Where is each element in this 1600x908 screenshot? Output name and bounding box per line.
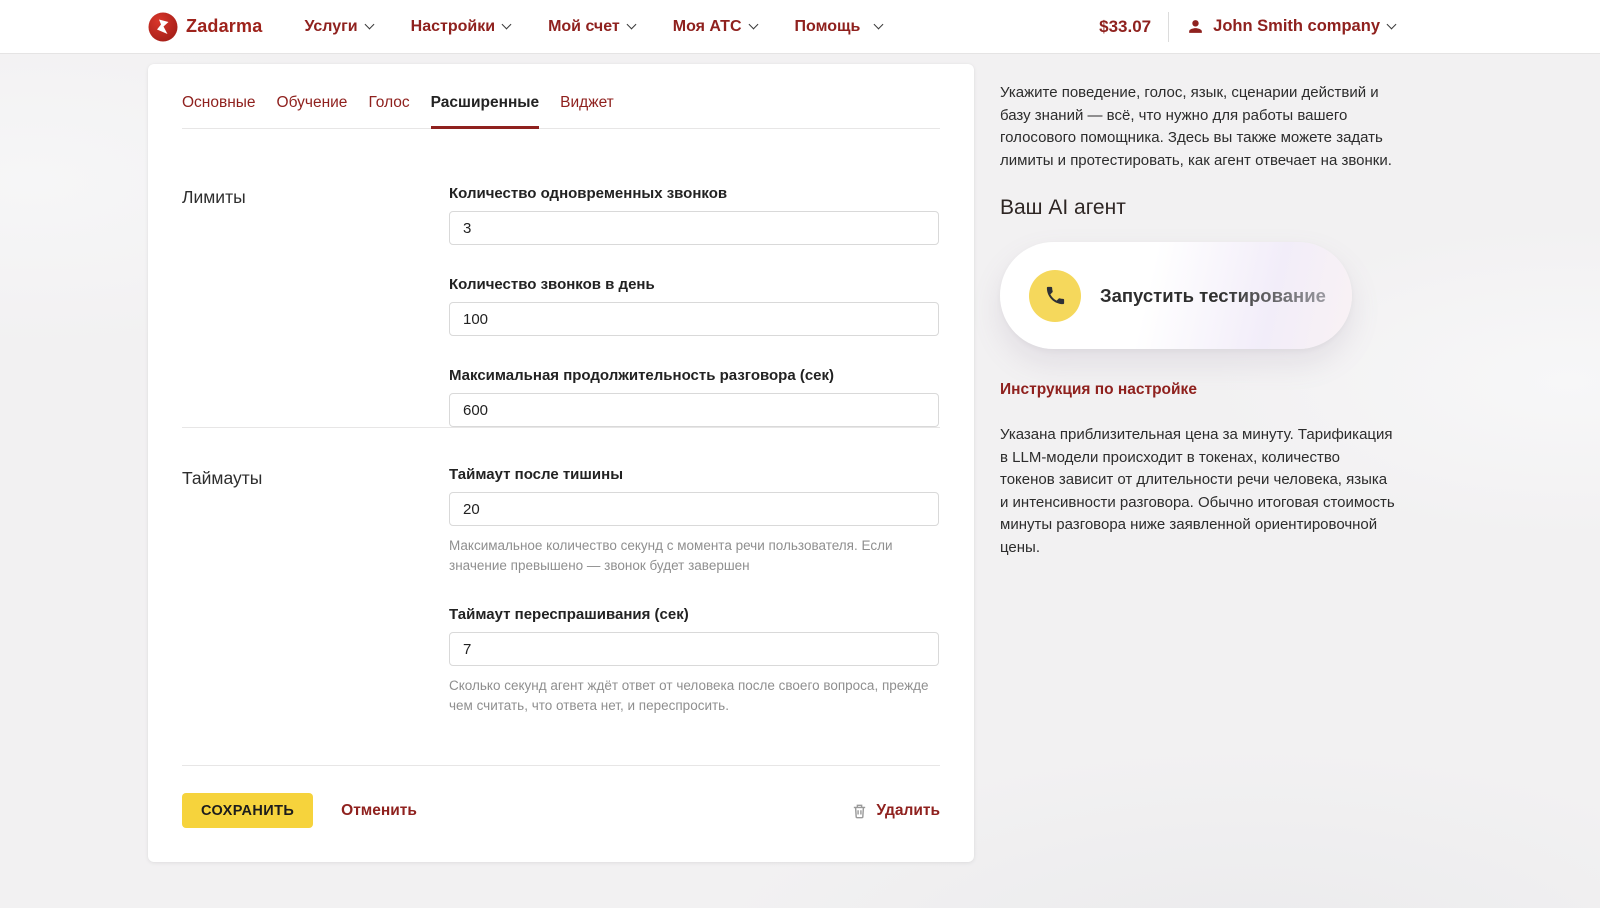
balance[interactable]: $33.07 bbox=[1099, 16, 1152, 36]
nav-label: Моя АТС bbox=[672, 17, 742, 35]
top-navbar bbox=[0, 0, 1600, 54]
zadarma-logo[interactable] bbox=[148, 12, 262, 42]
field-label: Количество звонков в день bbox=[449, 276, 655, 293]
start-testing-button[interactable] bbox=[1000, 242, 1352, 349]
chevron-down-icon bbox=[364, 20, 374, 30]
nav-label: Мой счет bbox=[548, 17, 620, 35]
tab-basic[interactable]: Основные bbox=[182, 94, 256, 111]
user-menu[interactable] bbox=[1186, 17, 1395, 36]
trash-icon bbox=[851, 802, 868, 820]
tabs-bar bbox=[182, 94, 940, 129]
nav-item-services[interactable] bbox=[304, 18, 372, 36]
setup-instruction-link[interactable]: Инструкция по настройке bbox=[1000, 381, 1197, 398]
card-footer bbox=[182, 793, 940, 828]
concurrent-calls-input[interactable] bbox=[449, 211, 939, 245]
nav-item-help[interactable] bbox=[795, 18, 883, 36]
section-timeouts bbox=[182, 466, 940, 715]
divider bbox=[1168, 12, 1169, 42]
aside-intro: Укажите поведение, голос, язык, сценарии действий и базу знаний — всё, что нужно для работы вашего голосового помощника. Здесь вы также можете задать лимиты и протестировать, как агент отвечает на звонки. bbox=[1000, 84, 1392, 169]
start-testing-label: Запустить тестирование bbox=[1100, 284, 1326, 306]
cancel-button[interactable]: Отменить bbox=[341, 801, 417, 819]
nav-label: Услуги bbox=[304, 17, 358, 35]
user-name: John Smith company bbox=[1213, 17, 1380, 35]
save-button[interactable]: СОХРАНИТЬ bbox=[182, 793, 313, 828]
divider bbox=[182, 427, 940, 428]
section-limits bbox=[182, 185, 940, 427]
zadarma-logo-icon bbox=[148, 12, 178, 42]
nav-label: Настройки bbox=[410, 17, 496, 35]
tab-widget[interactable]: Виджет bbox=[560, 94, 614, 111]
help-sidebar bbox=[1000, 64, 1396, 559]
your-ai-agent-title: Ваш AI агент bbox=[1000, 196, 1126, 219]
agent-settings-card bbox=[148, 64, 974, 862]
page-body bbox=[0, 54, 1600, 862]
field-max-duration bbox=[449, 367, 940, 427]
section-title: Лимиты bbox=[182, 187, 246, 207]
tab-training[interactable]: Обучение bbox=[276, 94, 348, 111]
main-nav bbox=[304, 18, 882, 36]
nav-item-my-account[interactable] bbox=[548, 18, 635, 36]
calls-per-day-input[interactable] bbox=[449, 302, 939, 336]
field-silence-timeout bbox=[449, 466, 940, 575]
field-label: Максимальная продолжительность разговора (сек) bbox=[449, 367, 835, 384]
chevron-down-icon bbox=[874, 20, 884, 30]
silence-timeout-input[interactable] bbox=[449, 492, 939, 526]
field-reask-timeout bbox=[449, 606, 940, 715]
max-duration-input[interactable] bbox=[449, 393, 939, 427]
section-title: Таймауты bbox=[182, 468, 263, 488]
field-hint: Максимальное количество секунд с момента речи пользователя. Если значение превышено — звонок будет завершен bbox=[449, 538, 893, 573]
header-right bbox=[1099, 12, 1395, 42]
field-label: Количество одновременных звонков bbox=[449, 185, 728, 202]
phone-icon bbox=[1029, 270, 1081, 322]
nav-item-settings[interactable] bbox=[411, 18, 510, 36]
chevron-down-icon bbox=[748, 20, 758, 30]
divider bbox=[182, 765, 940, 766]
field-hint: Сколько секунд агент ждёт ответ от человека после своего вопроса, прежде чем считать, что ответа нет, и переспросить. bbox=[449, 678, 929, 713]
nav-item-my-pbx[interactable] bbox=[673, 18, 757, 36]
brand-name: Zadarma bbox=[186, 16, 263, 36]
field-label: Таймаут после тишины bbox=[449, 466, 624, 483]
user-icon bbox=[1186, 17, 1205, 36]
nav-label: Помощь bbox=[794, 17, 861, 35]
chevron-down-icon bbox=[626, 20, 636, 30]
tab-voice[interactable]: Голос bbox=[368, 94, 410, 111]
field-calls-per-day bbox=[449, 276, 940, 336]
pricing-note: Указана приблизительная цена за минуту. Тарификация в LLM-модели происходит в токенах, количество токенов зависит от длительности речи человека, языка и интенсивности разговора. Обычно итоговая стоимость минуты разговора ниже заявленной ориентировочной цены. bbox=[1000, 426, 1395, 556]
tab-advanced[interactable]: Расширенные bbox=[431, 94, 540, 128]
field-label: Таймаут переспрашивания (сек) bbox=[449, 606, 689, 624]
delete-label: Удалить bbox=[876, 801, 940, 819]
delete-button[interactable] bbox=[851, 802, 940, 820]
card-footer-group bbox=[182, 765, 940, 828]
chevron-down-icon bbox=[502, 20, 512, 30]
reask-timeout-input[interactable] bbox=[449, 632, 939, 666]
chevron-down-icon bbox=[1387, 20, 1397, 30]
field-concurrent-calls bbox=[449, 185, 940, 245]
